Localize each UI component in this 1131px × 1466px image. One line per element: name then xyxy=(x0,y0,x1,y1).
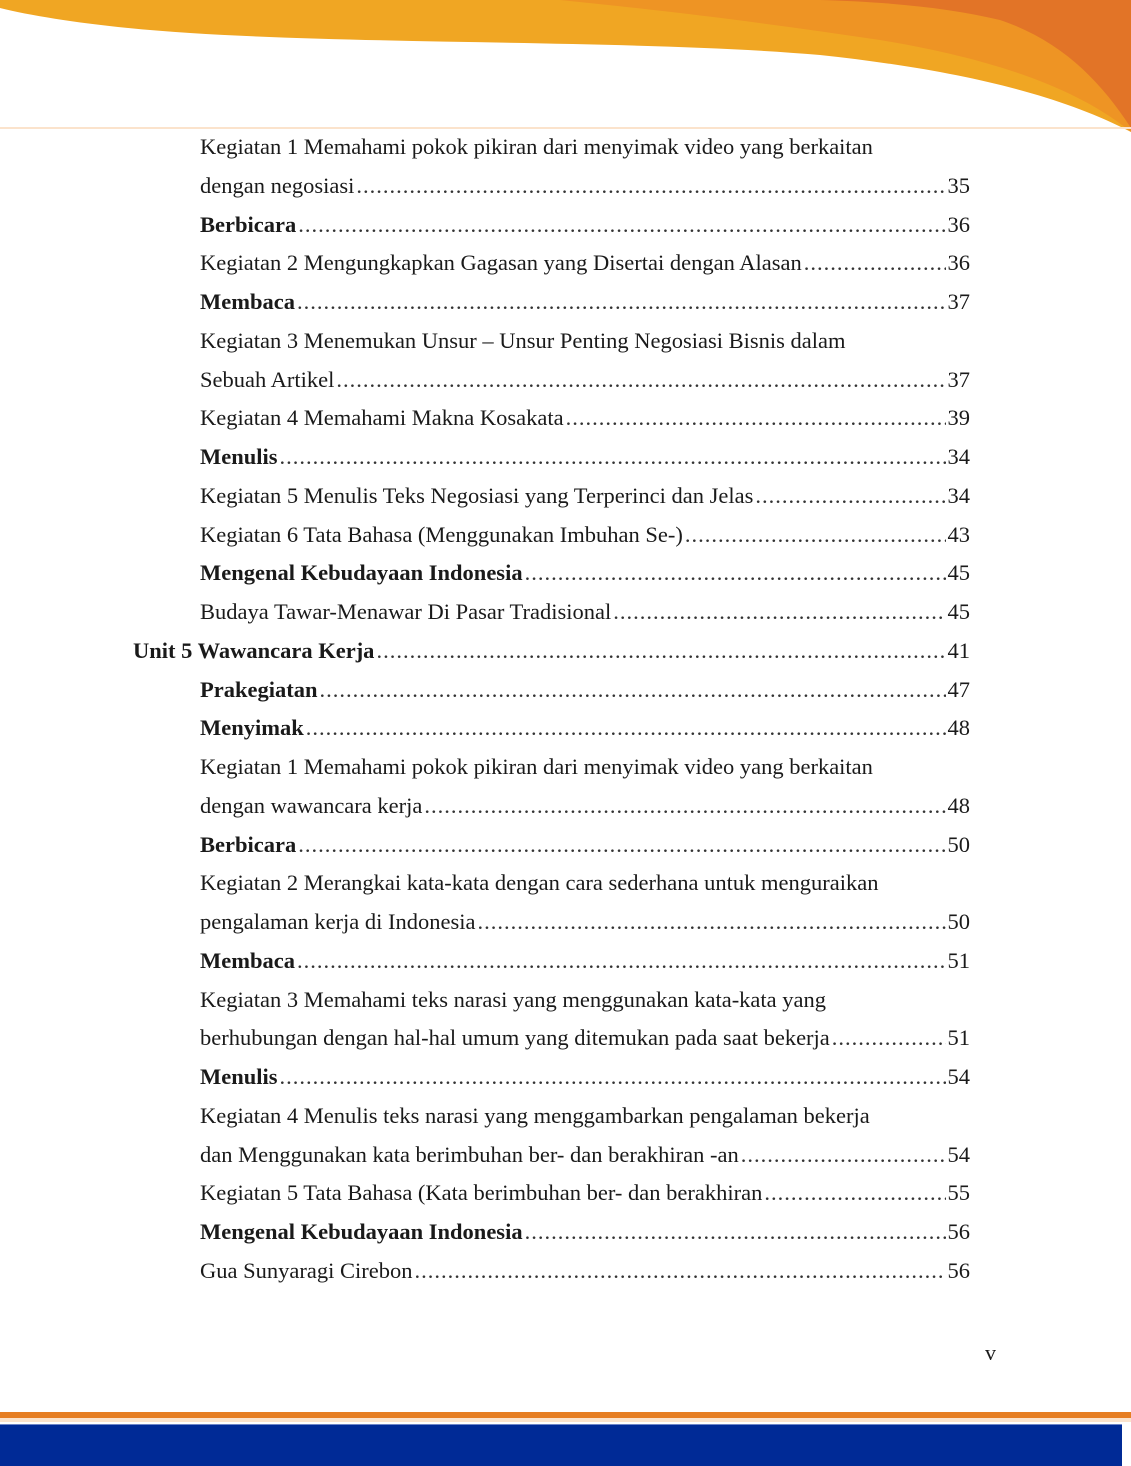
toc-dot-leader xyxy=(755,477,945,515)
toc-entry-page: 54 xyxy=(947,1064,970,1089)
toc-entry-title: Gua Sunyaragi Cirebon xyxy=(200,1257,413,1283)
toc-entry[interactable] xyxy=(200,244,970,282)
toc-entry-title: dengan negosiasi xyxy=(200,172,355,198)
toc-entry[interactable] xyxy=(200,1174,970,1212)
toc-entry[interactable] xyxy=(200,322,970,360)
toc-entry-page: 50 xyxy=(947,909,970,934)
toc-entry[interactable] xyxy=(200,1136,970,1174)
toc-entry-page: 43 xyxy=(947,521,970,547)
toc-entry-page: 39 xyxy=(947,405,970,431)
toc-entry[interactable] xyxy=(200,748,970,786)
toc-dot-leader xyxy=(424,787,945,825)
toc-entry[interactable] xyxy=(200,1019,970,1057)
toc-entry[interactable] xyxy=(133,632,970,670)
toc-dot-leader xyxy=(804,244,946,282)
toc-dot-leader xyxy=(566,399,946,437)
toc-dot-leader xyxy=(376,632,945,670)
toc-entry[interactable] xyxy=(200,206,970,244)
toc-entry-title: Menulis xyxy=(200,444,278,469)
toc-entry[interactable] xyxy=(200,516,970,554)
toc-entry-page: 34 xyxy=(947,482,970,508)
toc-entry-title: Berbicara xyxy=(200,211,297,237)
toc-dot-leader xyxy=(741,1136,946,1174)
toc-entry-title: Kegiatan 1 Memahami pokok pikiran dari menyimak video yang berkaitan xyxy=(200,754,873,779)
toc-entry[interactable] xyxy=(200,981,970,1019)
toc-entry-title: Mengenal Kebudayaan Indonesia xyxy=(200,1219,523,1244)
header-wave-decoration xyxy=(0,0,1131,132)
toc-entry-page: 56 xyxy=(947,1257,970,1283)
toc-dot-leader xyxy=(298,826,945,864)
toc-entry[interactable] xyxy=(200,283,970,321)
toc-dot-leader xyxy=(297,942,946,980)
toc-entry-title: Budaya Tawar-Menawar Di Pasar Tradisional xyxy=(200,599,612,624)
toc-entry[interactable] xyxy=(200,593,970,631)
toc-entry-page: 36 xyxy=(947,250,970,276)
toc-entry[interactable] xyxy=(200,1252,970,1290)
toc-entry-title: Kegiatan 6 Tata Bahasa (Menggunakan Imbuhan Se-) xyxy=(200,521,683,547)
toc-entry[interactable] xyxy=(200,864,970,902)
toc-entry-page: 45 xyxy=(947,599,970,624)
toc-entry-page: 37 xyxy=(947,366,970,392)
toc-entry-page: 56 xyxy=(947,1219,970,1244)
page-number: v xyxy=(985,1340,996,1365)
toc-entry-page: 37 xyxy=(947,289,970,314)
toc-entry-title: Prakegiatan xyxy=(200,676,318,702)
toc-dot-leader xyxy=(764,1174,945,1212)
toc-entry[interactable] xyxy=(200,942,970,980)
toc-entry[interactable] xyxy=(200,167,970,205)
toc-entry[interactable] xyxy=(200,477,970,515)
toc-dot-leader xyxy=(320,671,946,709)
toc-entry-title: Menyimak xyxy=(200,715,304,741)
toc-entry-title: Kegiatan 1 Memahami pokok pikiran dari menyimak video yang berkaitan xyxy=(200,134,873,159)
toc-entry-title: Membaca xyxy=(200,289,295,314)
toc-entry-page: 47 xyxy=(947,676,970,702)
toc-entry-title: Sebuah Artikel xyxy=(200,366,335,392)
toc-entry[interactable] xyxy=(200,128,970,166)
toc-entry[interactable] xyxy=(200,554,970,592)
toc-entry-title: Membaca xyxy=(200,947,295,973)
toc-entry-page: 54 xyxy=(947,1141,970,1167)
toc-entry-title: Kegiatan 5 Menulis Teks Negosiasi yang Terperinci dan Jelas xyxy=(200,482,754,508)
toc-entry-title: pengalaman kerja di Indonesia xyxy=(200,909,476,934)
toc-dot-leader xyxy=(356,167,945,205)
toc-entry-title: Berbicara xyxy=(200,831,297,857)
toc-dot-leader xyxy=(685,516,946,554)
toc-entry-title: dengan wawancara kerja xyxy=(200,792,423,818)
toc-entry[interactable] xyxy=(200,399,970,437)
toc-entry-page: 41 xyxy=(947,637,970,663)
toc-dot-leader xyxy=(525,1213,946,1251)
toc-dot-leader xyxy=(297,283,946,321)
toc-entry-title: Menulis xyxy=(200,1064,278,1089)
toc-entry-page: 34 xyxy=(947,444,970,469)
toc-entry[interactable] xyxy=(200,361,970,399)
footer-pale-rule xyxy=(0,1418,1131,1422)
toc-entry-title: Kegiatan 4 Memahami Makna Kosakata xyxy=(200,405,564,431)
toc-dot-leader xyxy=(298,206,945,244)
toc-entry-page: 51 xyxy=(947,1025,970,1051)
toc-entry-title: dan Menggunakan kata berimbuhan ber- dan berakhiran -an xyxy=(200,1141,739,1167)
toc-entry-page: 45 xyxy=(947,560,970,586)
toc-entry-title: berhubungan dengan hal-hal umum yang ditemukan pada saat bekerja xyxy=(200,1025,830,1051)
toc-entry-page: 48 xyxy=(947,715,970,741)
toc-entry-title: Mengenal Kebudayaan Indonesia xyxy=(200,560,523,586)
toc-entry-page: 36 xyxy=(947,211,970,237)
toc-entry-page: 55 xyxy=(947,1180,970,1206)
toc-entry[interactable] xyxy=(200,826,970,864)
toc-dot-leader xyxy=(280,1058,946,1096)
toc-entry-title: Kegiatan 5 Tata Bahasa (Kata berimbuhan ber- dan berakhiran xyxy=(200,1180,763,1206)
toc-entry-page: 50 xyxy=(947,831,970,857)
toc-entry-title: Kegiatan 3 Menemukan Unsur – Unsur Penting Negosiasi Bisnis dalam xyxy=(200,327,846,353)
toc-entry[interactable] xyxy=(200,787,970,825)
toc-dot-leader xyxy=(414,1252,945,1290)
toc-entry[interactable] xyxy=(200,1213,970,1251)
toc-entry-page: 51 xyxy=(947,947,970,973)
toc-dot-leader xyxy=(832,1019,946,1057)
toc-dot-leader xyxy=(306,709,946,747)
toc-dot-leader xyxy=(525,554,946,592)
toc-entry-title: Kegiatan 3 Memahami teks narasi yang menggunakan kata-kata yang xyxy=(200,986,827,1012)
toc-entry[interactable] xyxy=(200,1097,970,1135)
toc-dot-leader xyxy=(613,593,945,631)
toc-dot-leader xyxy=(336,361,945,399)
toc-entry[interactable] xyxy=(200,903,970,941)
toc-entry[interactable] xyxy=(200,671,970,709)
footer-blue-band xyxy=(0,1424,1122,1466)
toc-entry-title: Kegiatan 2 Mengungkapkan Gagasan yang Disertai dengan Alasan xyxy=(200,250,802,276)
toc-entry[interactable] xyxy=(200,1058,970,1096)
toc-dot-leader xyxy=(478,903,946,941)
toc-entry[interactable] xyxy=(200,438,970,476)
toc-entry-page: 48 xyxy=(947,792,970,818)
toc-entry-title: Kegiatan 2 Merangkai kata-kata dengan cara sederhana untuk menguraikan xyxy=(200,870,879,896)
toc-dot-leader xyxy=(280,438,946,476)
toc-entry-title: Kegiatan 4 Menulis teks narasi yang menggambarkan pengalaman bekerja xyxy=(200,1102,870,1128)
toc-entry-title: Unit 5 Wawancara Kerja xyxy=(133,637,375,663)
toc-entry-page: 35 xyxy=(947,172,970,198)
toc-entry[interactable] xyxy=(200,709,970,747)
